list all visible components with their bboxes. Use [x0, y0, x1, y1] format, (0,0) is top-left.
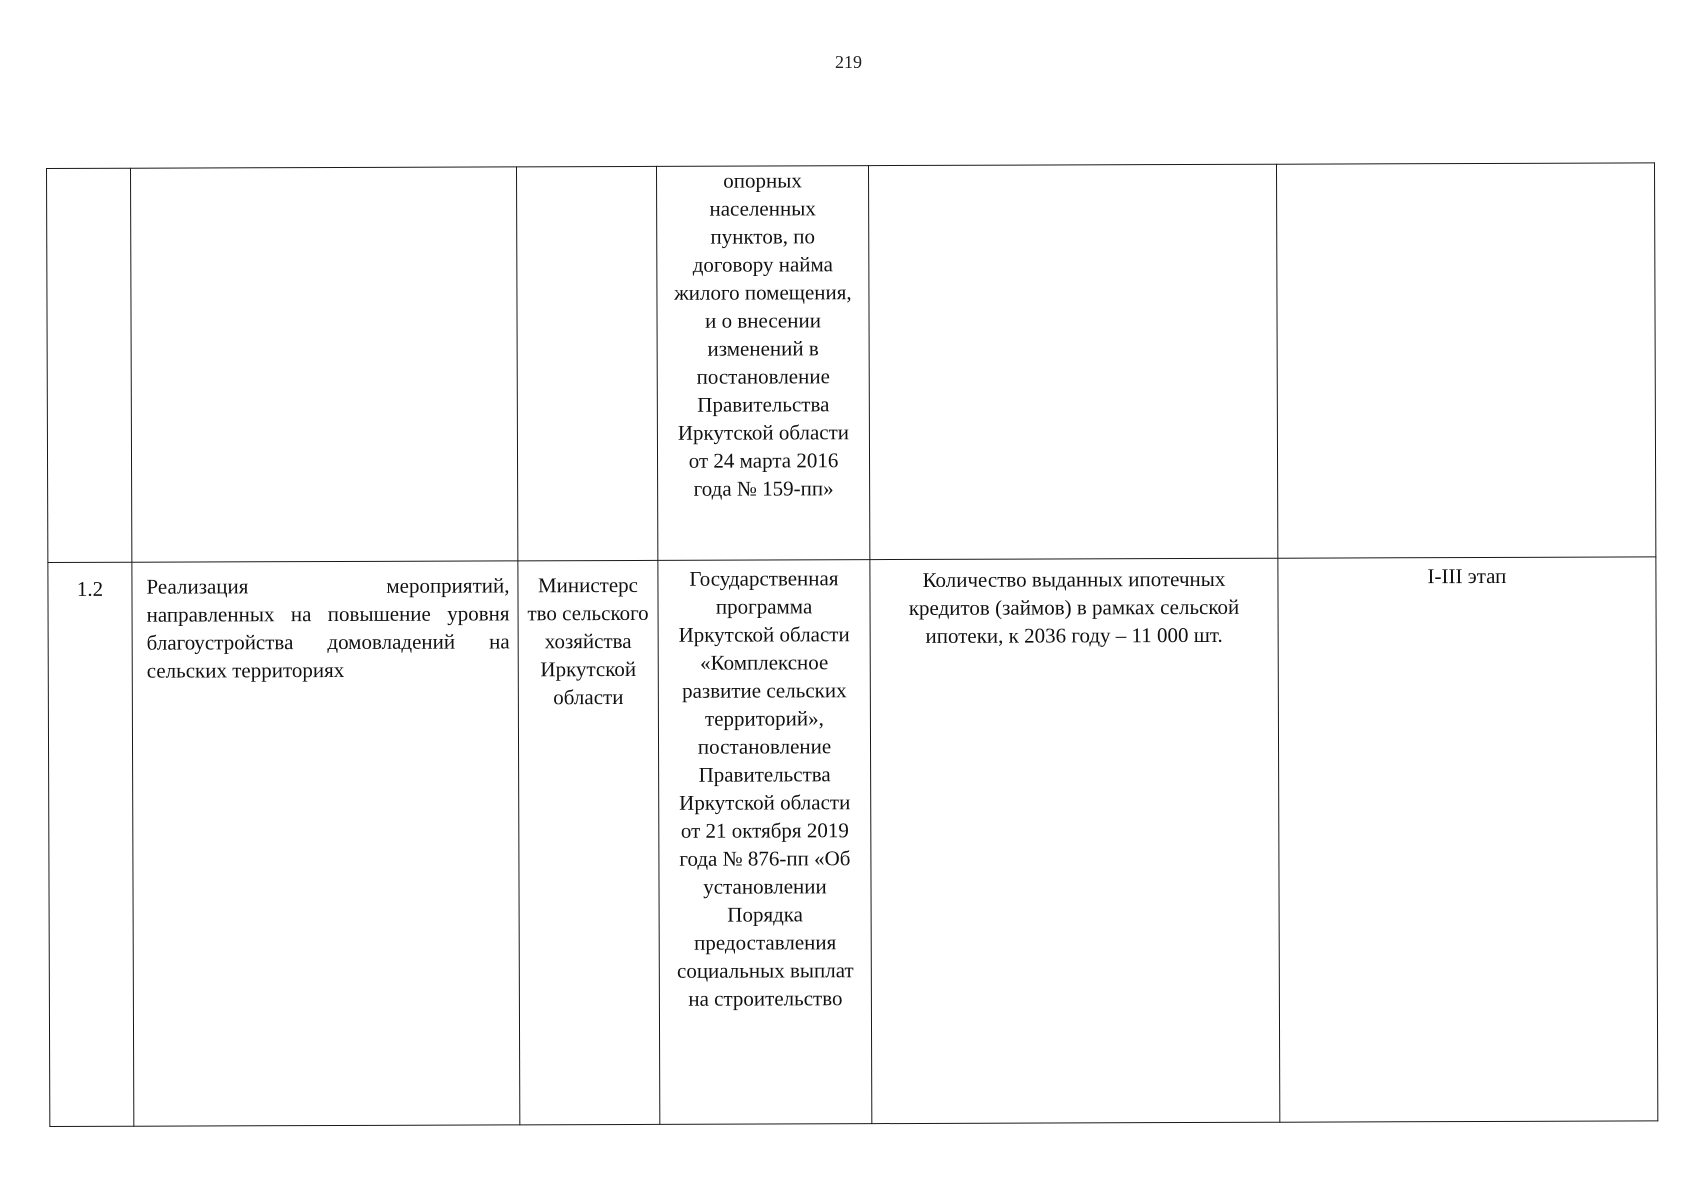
cell-indicator-empty — [868, 164, 1277, 559]
cell-stage-empty — [1276, 163, 1655, 558]
cell-measure-empty — [131, 167, 518, 562]
cell-document-continuation: опорных населенных пунктов, по договору найма жилого помещения, и о внесении изменений в постановление Правительства Иркутской области от 24 марта 2016 года № 159-пп» — [656, 166, 869, 561]
cell-number: 1.2 — [48, 562, 134, 1126]
table-row-1-2 — [48, 557, 1658, 1127]
page-number: 219 — [835, 52, 862, 72]
cell-executor: Министерс тво сельского хозяйства Иркутской области — [518, 560, 660, 1124]
cell-indicator: Количество выданных ипотечных кредитов (займов) в рамках сельской ипотеки, к 2036 году – 11 000 шт. — [870, 558, 1280, 1123]
cell-number-empty — [47, 168, 132, 562]
measures-table — [46, 162, 1658, 1127]
cell-stage: I-III этап — [1278, 557, 1658, 1122]
cell-executor-empty — [516, 166, 657, 560]
table-row-continuation — [47, 163, 1656, 563]
cell-document: Государственная программа Иркутской области «Комплексное развитие сельских территорий», постановление Правительства Иркутской области от 21 октября 2019 года № 876-пп «Об установлении Порядка предоставления социальных выплат на строительство — [658, 560, 872, 1125]
cell-measure: Реализация мероприятий, направленных на повышение уровня благоустройства домовладений на сельских территориях — [132, 561, 520, 1126]
